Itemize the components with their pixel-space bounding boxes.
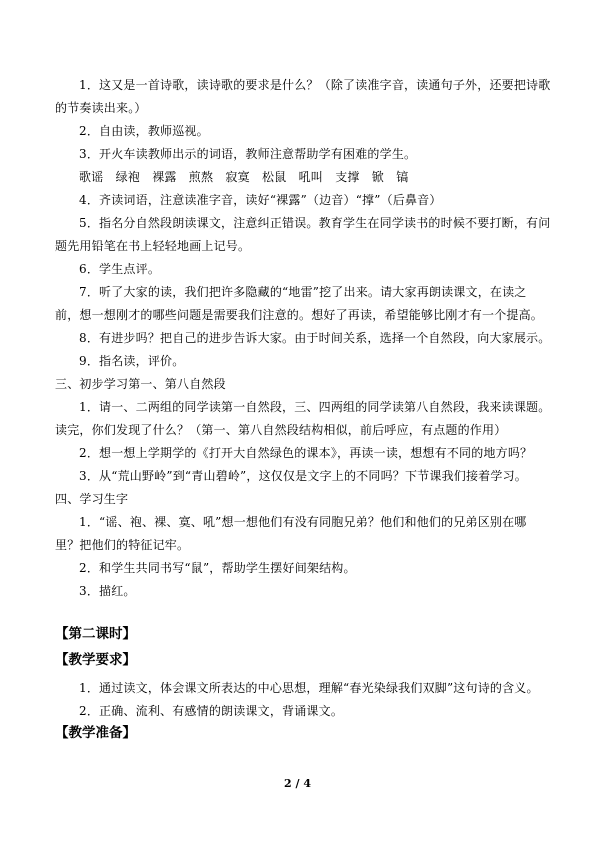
- paragraph-line: 4．齐读词语，注意读准字音，读好“裸露”（边音）“撑”（后鼻音）: [79, 193, 442, 207]
- preparation-heading: 【教学准备】: [55, 725, 136, 741]
- requirement-line: 1．通过读文，体会课文所表达的中心思想，理解“春光染绿我们双脚”这句诗的含义。: [79, 681, 539, 695]
- paragraph-line: 6．学生点评。: [79, 262, 161, 276]
- paragraph-line: 3．开火车读教师出示的词语，教师注意帮助学有困难的学生。: [79, 147, 417, 161]
- section-heading: 四、学习生字: [55, 492, 129, 506]
- paragraph-line: 8．有进步吗？把自己的进步告诉大家。由于时间关系，选择一个自然段，向大家展示。: [79, 331, 551, 345]
- paragraph-line: 2．自由读，教师巡视。: [79, 124, 209, 138]
- page-number: 2 / 4: [284, 777, 311, 790]
- paragraph-line: 前，想一想刚才的哪些问题是需要我们注意的。想好了再读，希望能够比刚才有一个提高。: [55, 308, 544, 322]
- paragraph-line: 2．想一想上学期学的《打开大自然绿色的课本》，再读一读，想想有不同的地方吗？: [79, 446, 533, 460]
- paragraph-line: 里？把他们的特征记牢。: [55, 538, 190, 552]
- vocabulary-list: 歌谣 绿袍 裸露 煎熬 寂寞 松鼠 吼叫 支撑 锨 镐: [79, 170, 409, 184]
- paragraph-line: 题先用铅笔在书上轻轻地画上记号。: [55, 239, 251, 253]
- paragraph-line: 7．听了大家的读，我们把许多隐藏的“地雷”挖了出来。请大家再朗读课文，在读之: [79, 285, 527, 299]
- requirement-line: 2．正确、流利、有感情的朗读课文，背诵课文。: [79, 704, 344, 718]
- requirements-heading: 【教学要求】: [55, 652, 136, 668]
- paragraph-line: 读完，你们发现了什么？（第一、第八自然段结构相似，前后呼应，有点题的作用）: [55, 423, 507, 437]
- paragraph-line: 5．指名分自然段朗读课文，注意纠正错误。教育学生在同学读书的时候不要打断，有问: [79, 216, 551, 230]
- paragraph-line: 1．“谣、袍、裸、寞、吼”想一想他们有没有同胞兄弟？他们和他们的兄弟区别在哪: [79, 515, 527, 529]
- lesson-heading: 【第二课时】: [55, 626, 136, 642]
- paragraph-line: 1．请一、二两组的同学读第一自然段，三、四两组的同学读第八自然段，我来读课题。: [79, 400, 551, 414]
- paragraph-line: 3．从“荒山野岭”到“青山碧岭”，这仅仅是文字上的不同吗？下节课我们接着学习。: [79, 469, 527, 483]
- section-heading: 三、初步学习第一、第八自然段: [55, 377, 226, 391]
- paragraph-line: 2．和学生共同书写“鼠”，帮助学生摆好间架结构。: [79, 561, 356, 575]
- paragraph-line: 的节奏读出来。）: [55, 101, 147, 115]
- paragraph-line: 1．这又是一首诗歌，读诗歌的要求是什么？（除了读准字音，读通句子外，还要把诗歌: [79, 78, 551, 92]
- paragraph-line: 9．指名读，评价。: [79, 354, 185, 368]
- paragraph-line: 3．描红。: [79, 584, 136, 598]
